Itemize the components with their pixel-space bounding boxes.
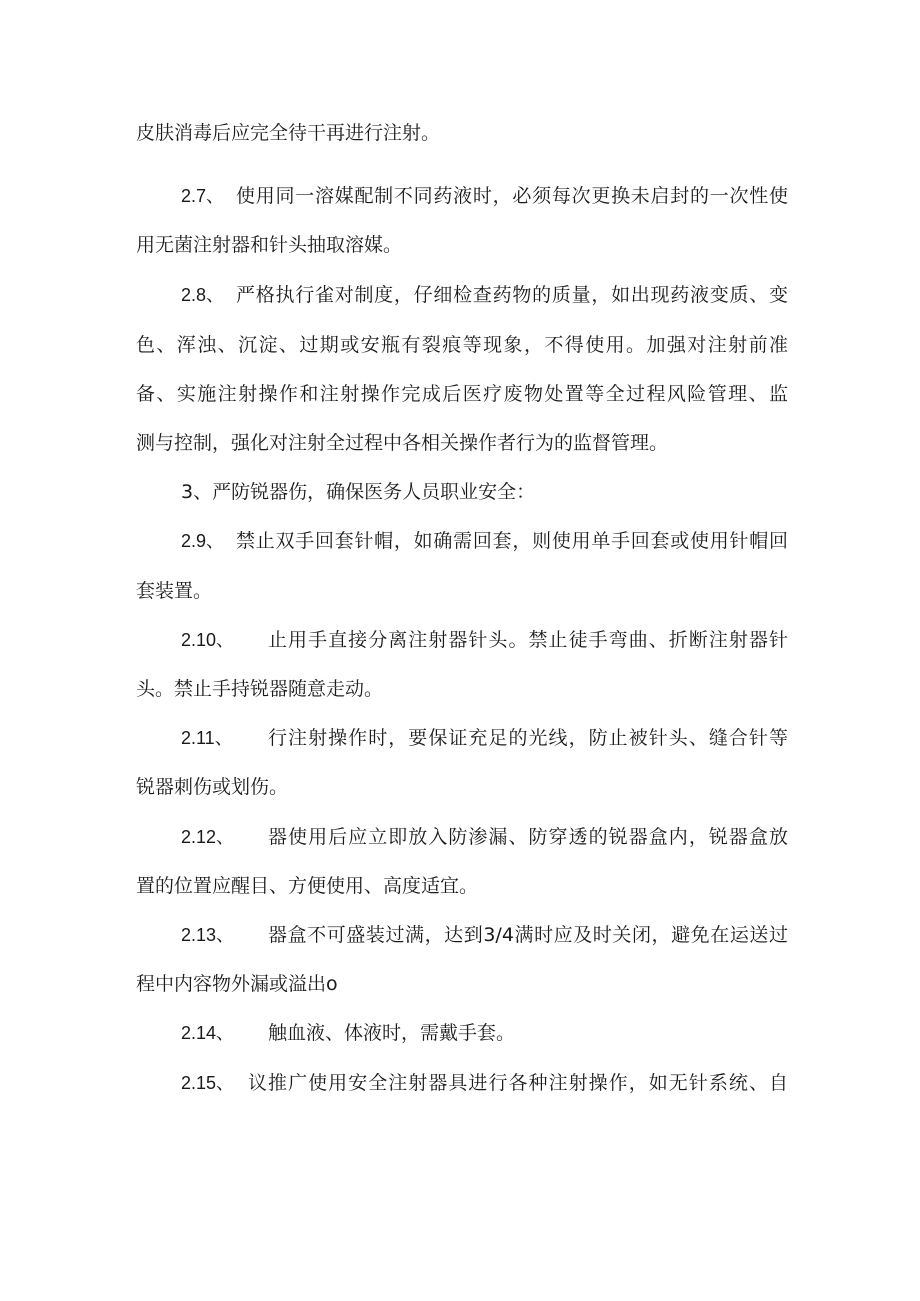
paragraph-line: 触血液、体液时，需戴手套。 bbox=[268, 1022, 516, 1044]
paragraph-line: 行注射操作时，要保证充足的光线，防止被针头、缝合针等 bbox=[268, 727, 788, 749]
clause-number: 2.7、 bbox=[181, 186, 225, 206]
paragraph-line: 议推广使用安全注射器具进行各种注射操作，如无针系统、自 bbox=[248, 1072, 788, 1094]
clause-number: 2.14、 bbox=[181, 1023, 235, 1043]
clause-number: 2.11、 bbox=[181, 728, 233, 748]
paragraph-line: 测与控制，强化对注射全过程中各相关操作者行为的监督管理。 bbox=[136, 432, 669, 454]
paragraph-line: 禁止双手回套针帽，如确需回套，则使用单手回套或使用针帽回 bbox=[236, 530, 788, 552]
paragraph-line: 器盒不可盛装过满，达到3/4满时应及时关闭，避免在运送过 bbox=[268, 924, 788, 946]
paragraph-line: 置的位置应醒目、方便使用、高度适宜。 bbox=[136, 875, 479, 897]
paragraph-line: 皮肤消毒后应完全待干再进行注射。 bbox=[136, 122, 441, 144]
clause-number: 2.8、 bbox=[181, 285, 225, 305]
clause-number: 2.15、 bbox=[181, 1073, 235, 1093]
paragraph-line: 用无菌注射器和针头抽取溶媒。 bbox=[136, 234, 403, 256]
clause-number: 2.10、 bbox=[181, 630, 235, 650]
clause-number: 2.13、 bbox=[181, 925, 235, 945]
paragraph-line: 备、实施注射操作和注射操作完成后医疗废物处置等全过程风险管理、监 bbox=[136, 383, 788, 405]
paragraph-line: 使用同一溶媒配制不同药液时，必须每次更换未启封的一次性使 bbox=[236, 185, 788, 207]
paragraph-line: 严格执行雀对制度，仔细检查药物的质量，如出现药液变质、变 bbox=[236, 284, 788, 306]
paragraph-line: 头。禁止手持锐器随意走动。 bbox=[136, 678, 384, 700]
paragraph-line: 套装置。 bbox=[136, 580, 213, 602]
paragraph-line: 锐器刺伤或划伤。 bbox=[136, 776, 289, 798]
clause-number: 2.12、 bbox=[181, 827, 235, 847]
section-heading: 3、严防锐器伤，确保医务人员职业安全： bbox=[181, 481, 536, 503]
paragraph-line: 止用手直接分离注射器针头。禁止徒手弯曲、折断注射器针 bbox=[268, 629, 788, 651]
clause-number: 2.9、 bbox=[181, 531, 225, 551]
paragraph-line: 程中内容物外漏或溢出o bbox=[136, 973, 338, 995]
paragraph-line: 器使用后应立即放入防渗漏、防穿透的锐器盒内，锐器盒放 bbox=[268, 826, 788, 848]
paragraph-line: 色、浑浊、沉淀、过期或安瓶有裂痕等现象，不得使用。加强对注射前准 bbox=[136, 334, 788, 356]
